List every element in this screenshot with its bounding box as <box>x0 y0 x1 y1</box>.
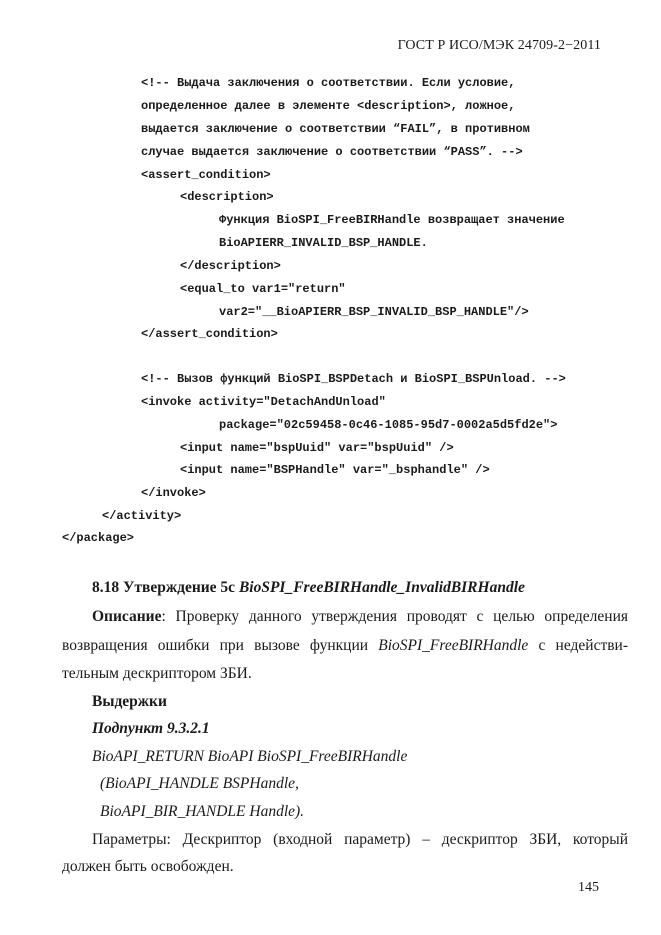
excerpts-heading: Выдержки <box>92 693 167 710</box>
code-line: var2="__BioAPIERR_BSP_INVALID_BSP_HANDLE"/> <box>219 305 529 319</box>
code-line: <equal_to var1="return" <box>180 282 346 296</box>
description-line-1: Описание: Проверку данного утверждения проводят с целью определения <box>92 608 628 625</box>
code-line: package="02c59458-0c46-1085-95d7-0002a5d5fd2e"> <box>219 418 558 432</box>
parameters-line-1: Параметры: Дескриптор (входной параметр) – дескриптор ЗБИ, который <box>92 831 628 848</box>
code-line: Функция BioSPI_FreeBIRHandle возвращает значение <box>219 213 565 227</box>
code-line: </description> <box>180 259 281 273</box>
section-title-function: BioSPI_FreeBIRHandle_InvalidBIRHandle <box>238 579 525 596</box>
code-line: BioAPIERR_INVALID_BSP_HANDLE. <box>219 236 428 250</box>
code-line: </assert_condition> <box>141 327 278 341</box>
code-line: определенное далее в элементе <description>, ложное, <box>141 99 516 113</box>
code-line: <!-- Вызов функций BioSPI_BSPDetach и BioSPI_BSPUnload. --> <box>141 372 566 386</box>
document-header: ГОСТ Р ИСО/МЭК 24709-2−2011 <box>397 38 601 53</box>
function-name: BioSPI_FreeBIRHandle <box>378 637 529 654</box>
code-line: <input name="BSPHandle" var="_bsphandle" /> <box>180 463 490 477</box>
signature-line-3: BioAPI_BIR_HANDLE Handle). <box>100 803 305 820</box>
parameters-line-2: должен быть освобожден. <box>62 858 234 875</box>
subclause-heading: Подпункт 9.3.2.1 <box>92 720 210 737</box>
code-line: </package> <box>62 531 135 545</box>
code-line: <description> <box>180 190 274 204</box>
description-label: Описание <box>92 608 162 625</box>
code-line: </activity> <box>102 509 182 523</box>
signature-line-1: BioAPI_RETURN BioAPI BioSPI_FreeBIRHandle <box>92 748 408 765</box>
section-heading <box>92 579 525 597</box>
code-line: </invoke> <box>141 486 206 500</box>
page-number: 145 <box>578 880 599 895</box>
code-line: <input name="bspUuid" var="bspUuid" /> <box>180 441 454 455</box>
section-number-title: 8.18 Утверждение 5с <box>92 579 239 596</box>
description-line-3: тельным дескриптором ЗБИ. <box>62 665 252 682</box>
code-line: <!-- Выдача заключения о соответствии. Если условие, <box>141 76 516 90</box>
description-line-2: возвращения ошибки при вызове функции BioSPI_FreeBIRHandle с недействи- <box>62 637 629 654</box>
code-line: <invoke activity="DetachAndUnload" <box>141 395 386 409</box>
code-line: <assert_condition> <box>141 168 271 182</box>
code-line: случае выдается заключение о соответствии “PASS”. --> <box>141 145 523 159</box>
signature-line-2: (BioAPI_HANDLE BSPHandle, <box>100 775 299 792</box>
code-line: выдается заключение о соответствии “FAIL”, в противном <box>141 122 530 136</box>
